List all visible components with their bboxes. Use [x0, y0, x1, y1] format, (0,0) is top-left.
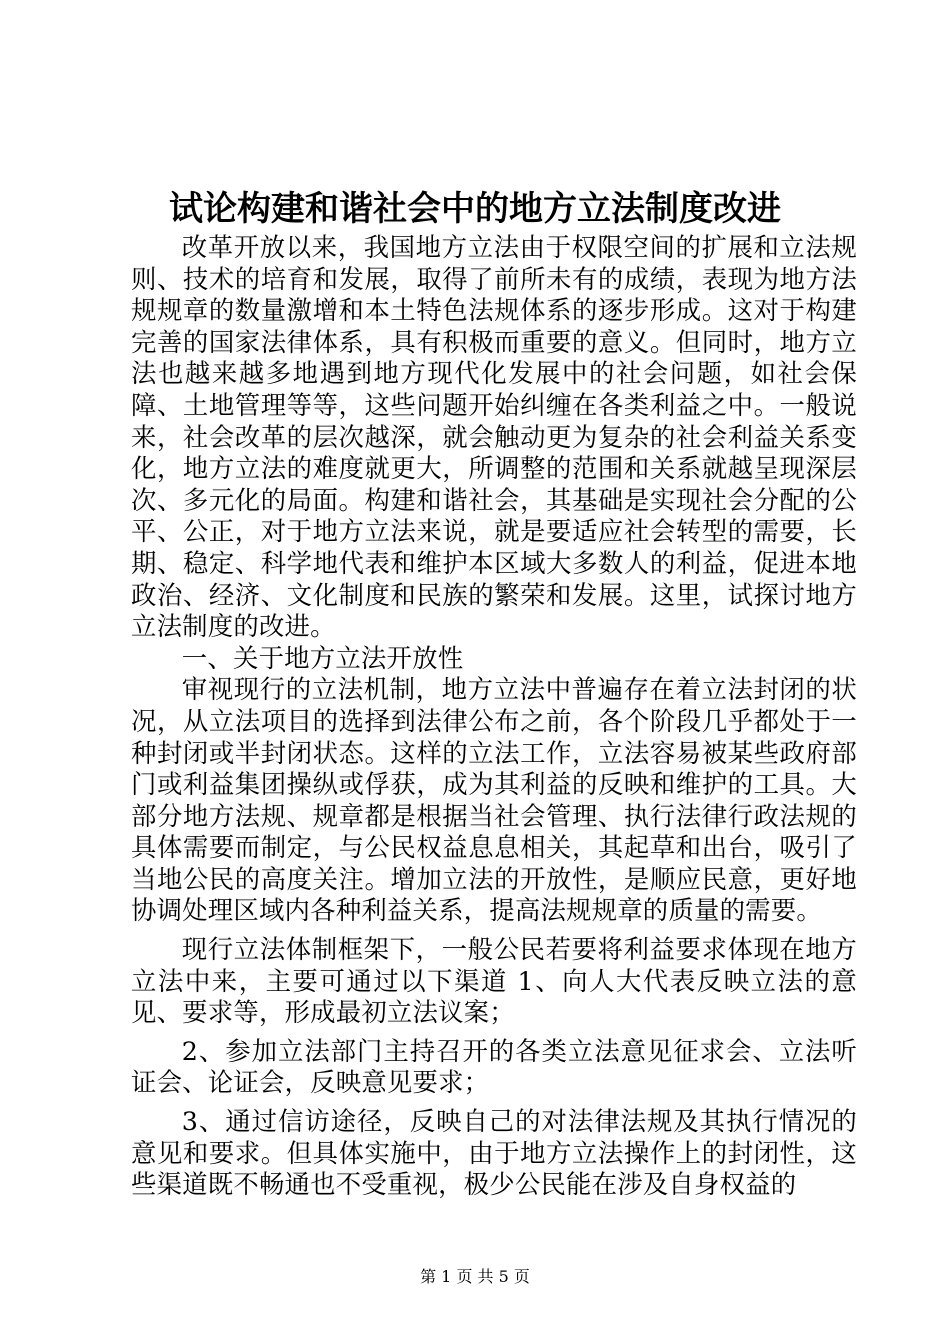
page-footer: 第 1 页 共 5 页 [420, 1267, 530, 1286]
document-title: 试论构建和谐社会中的地方立法制度改进 [169, 189, 781, 229]
paragraph-channels: 现行立法体制框架下，一般公民若要将利益要求体现在地方立法中来，主要可通过以下渠道 1、向人大代表反映立法的意见、要求等，形成最初立法议案； [131, 934, 857, 1028]
section-heading-openness: 一、关于地方立法开放性 [181, 642, 464, 673]
paragraph-channel-3: 3、通过信访途径，反映自己的对法律法规及其执行情况的意见和要求。但具体实施中，由于地方立法操作上的封闭性，这些渠道既不畅通也不受重视，极少公民能在涉及自身权益的 [131, 1106, 857, 1200]
paragraph-intro: 改革开放以来，我国地方立法由于权限空间的扩展和立法规则、技术的培育和发展，取得了前所未有的成绩，表现为地方法规规章的数量激增和本土特色法规体系的逐步形成。这对于构建完善的国家法律体系，具有积极而重要的意义。但同时，地方立法也越来越多地遇到地方现代化发展中的社会问题，如社会保障、土地管理等等，这些问题开始纠缠在各类利益之中。一般说来，社会改革的层次越深，就会触动更为复杂的社会利益关系变化，地方立法的难度就更大，所调整的范围和关系就越呈现深层次、多元化的局面。构建和谐社会，其基础是实现社会分配的公平、公正，对于地方立法来说，就是要适应社会转型的需要，长期、稳定、科学地代表和维护本区域大多数人的利益，促进本地政治、经济、文化制度和民族的繁荣和发展。这里，试探讨地方立法制度的改进。 [131, 232, 857, 642]
document-body [131, 232, 857, 1201]
paragraph-channel-2: 2、参加立法部门主持召开的各类立法意见征求会、立法听证会、论证会，反映意见要求； [131, 1035, 857, 1098]
paragraph-legislation-mechanism: 审视现行的立法机制，地方立法中普遍存在着立法封闭的状况，从立法项目的选择到法律公布之前，各个阶段几乎都处于一种封闭或半封闭状态。这样的立法工作，立法容易被某些政府部门或利益集团操纵或俘获，成为其利益的反映和维护的工具。大部分地方法规、规章都是根据当社会管理、执行法律行政法规的具体需要而制定，与公民权益息息相关，其起草和出台，吸引了当地公民的高度关注。增加立法的开放性，是顺应民意，更好地协调处理区域内各种利益关系，提高法规规章的质量的需要。 [131, 674, 857, 926]
